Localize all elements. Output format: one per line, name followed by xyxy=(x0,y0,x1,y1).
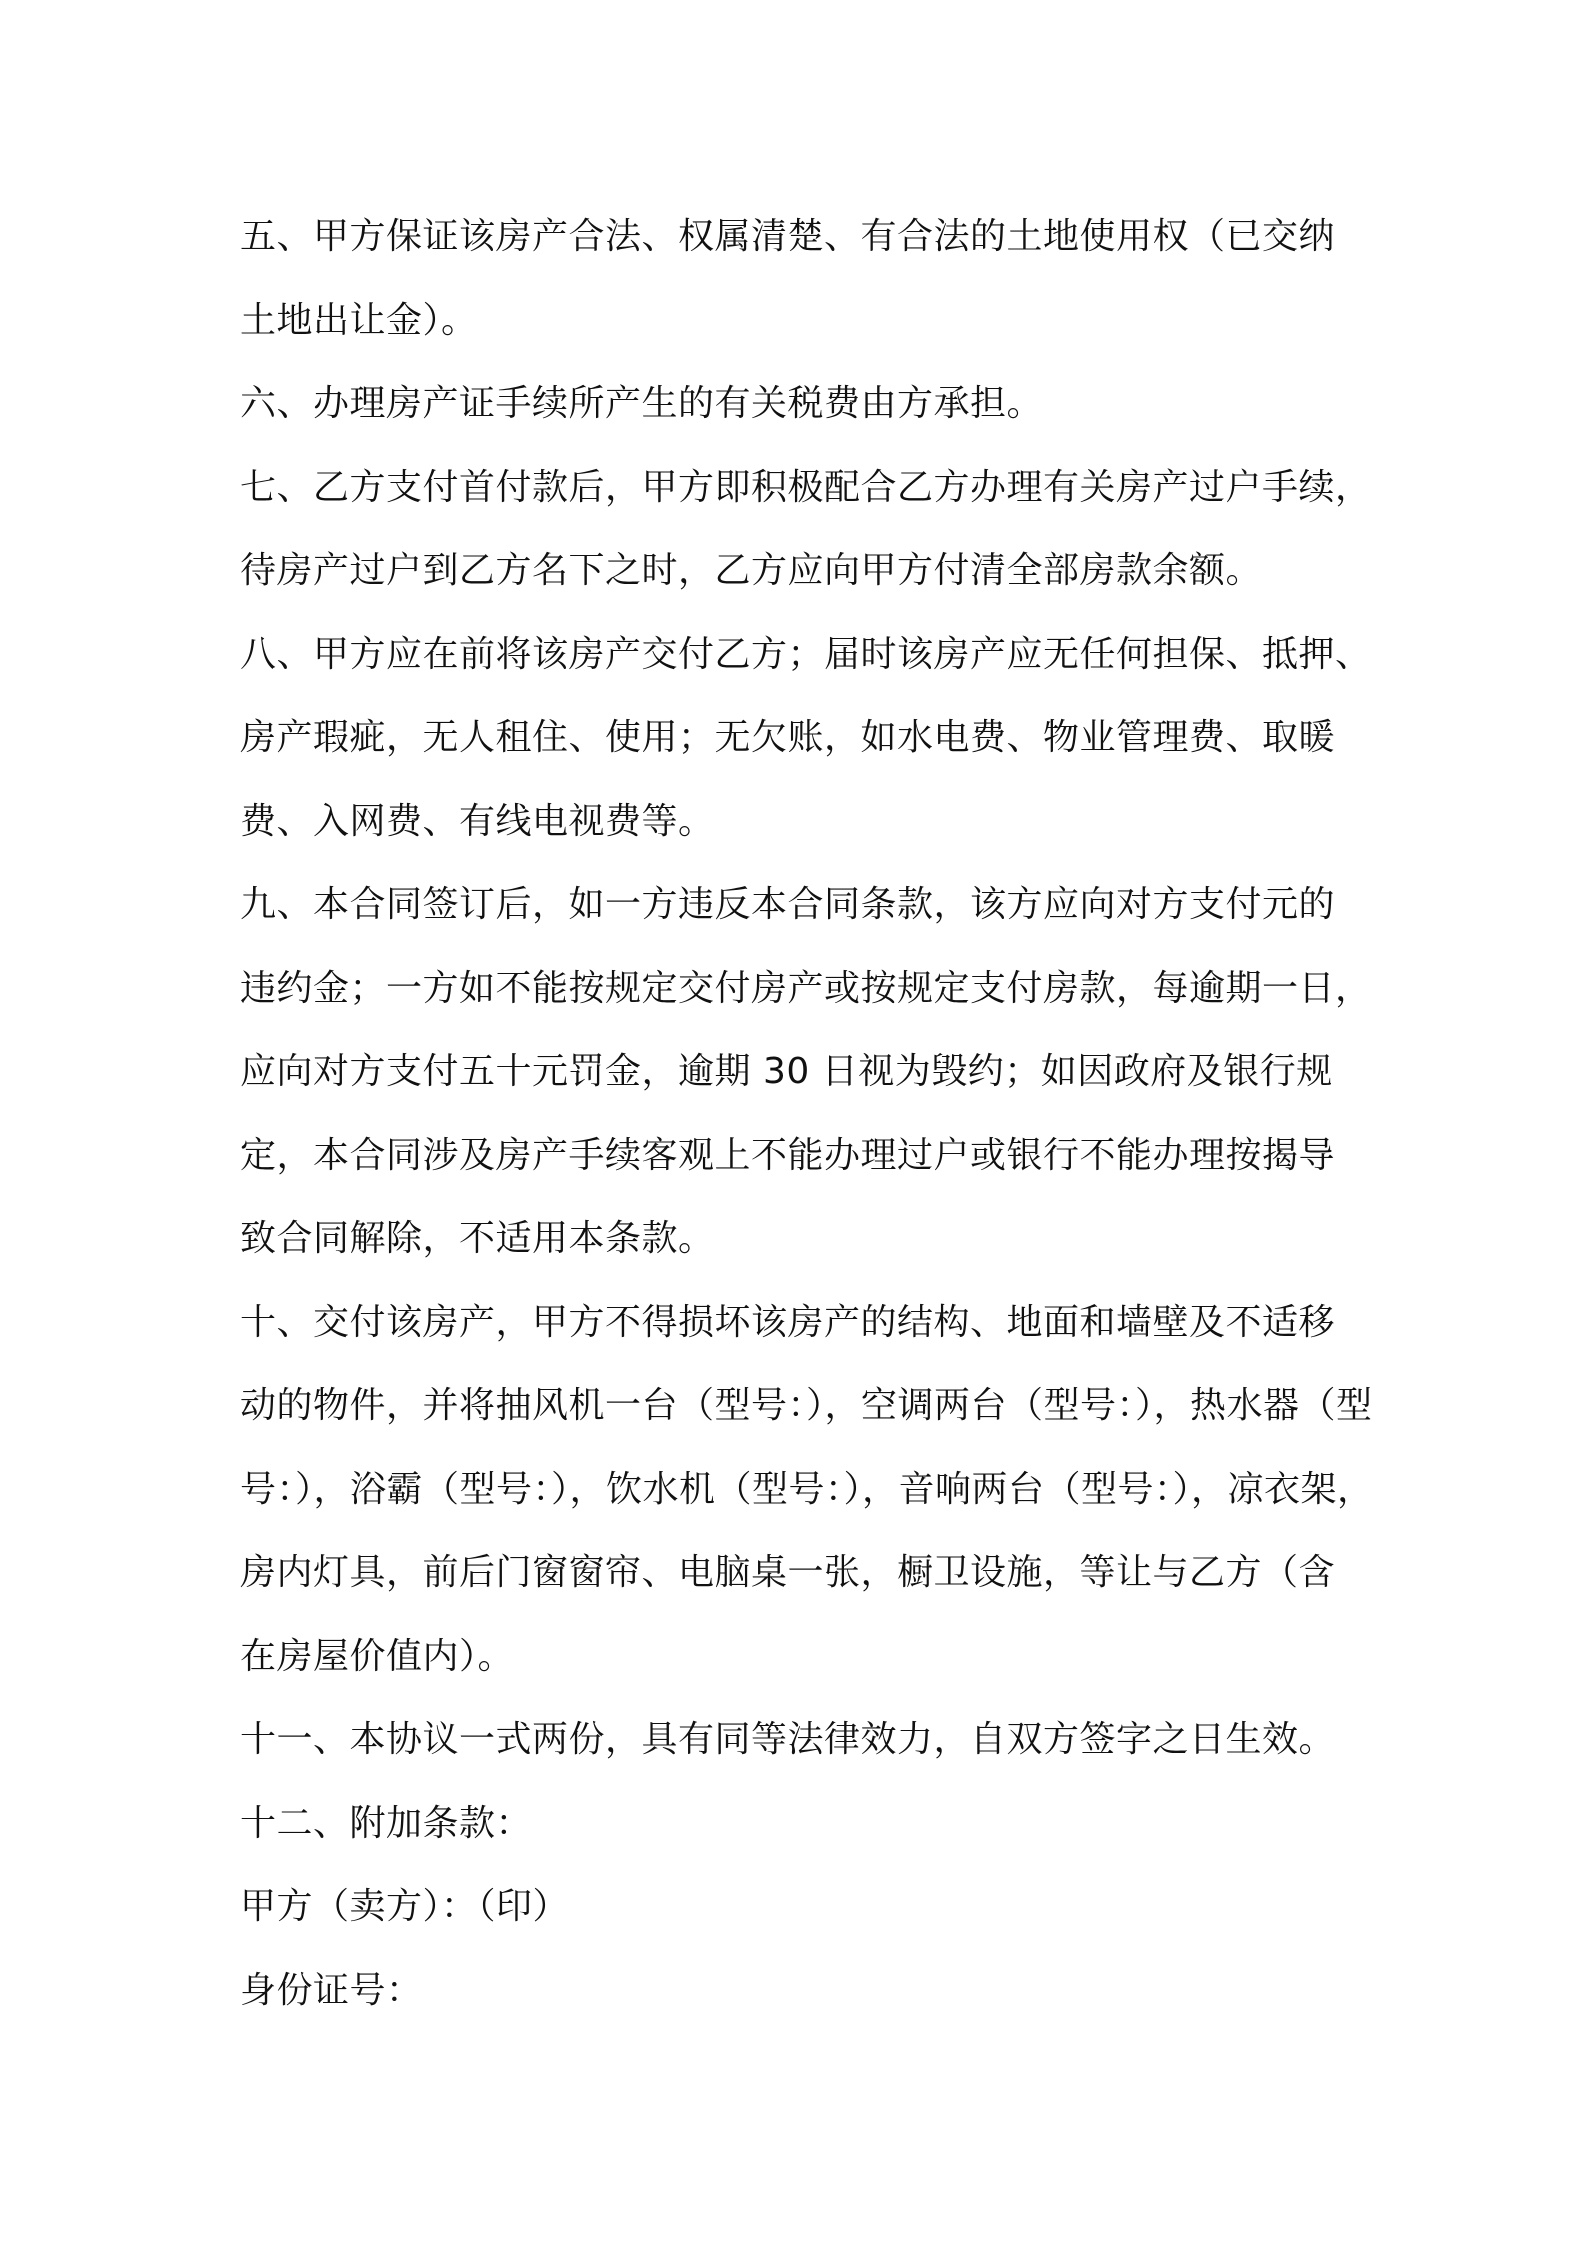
text-line: 十、交付该房产，甲方不得损坏该房产的结构、地面和墙壁及不适移 xyxy=(240,1301,1336,1343)
text-line: 致合同解除，不适用本条款。 xyxy=(240,1218,715,1259)
text-line: 房产瑕疵，无人租住、使用；无欠账，如水电费、物业管理费、取暖 xyxy=(240,717,1336,758)
clause-12-paragraph xyxy=(240,1782,1360,1866)
text-line: 五、甲方保证该房产合法、权属清楚、有合法的土地使用权（已交纳 xyxy=(240,216,1336,257)
text-line: 在房屋价值内）。 xyxy=(240,1635,515,1677)
text-line: 十一、本协议一式两份，具有同等法律效力，自双方签字之日生效。 xyxy=(240,1719,1336,1760)
text-line: 甲方（卖方）：（印） xyxy=(240,1886,570,1927)
text-line: 号：），浴霸（型号：），饮水机（型号：），音响两台（型号：），凉衣架， xyxy=(240,1468,1374,1510)
text-line: 房内灯具，前后门窗窗帘、电脑桌一张，橱卫设施，等让与乙方（含 xyxy=(240,1552,1336,1593)
text-line: 动的物件，并将抽风机一台（型号：），空调两台（型号：），热水器（型 xyxy=(240,1385,1373,1426)
text-line: 八、甲方应在前将该房产交付乙方；届时该房产应无任何担保、抵押、 xyxy=(240,633,1372,675)
clause-6-paragraph xyxy=(240,362,1360,446)
text-line: 身份证号： xyxy=(240,1969,423,2011)
text-line: 待房产过户到乙方名下之时，乙方应向甲方付清全部房款余额。 xyxy=(240,550,1263,591)
id-number-line xyxy=(240,1949,1360,2033)
clause-9-paragraph xyxy=(240,863,1372,1281)
text-line: 九、本合同签订后，如一方违反本合同条款，该方应向对方支付元的 xyxy=(240,884,1336,925)
clause-5-paragraph xyxy=(240,195,1360,362)
text-line: 土地出让金）。 xyxy=(240,299,478,341)
clause-7-paragraph xyxy=(240,446,1372,613)
clause-11-paragraph xyxy=(240,1698,1360,1782)
seller-signature-line xyxy=(240,1865,1360,1949)
text-line: 六、办理房产证手续所产生的有关税费由方承担。 xyxy=(240,383,1044,424)
text-line: 违约金；一方如不能按规定交付房产或按规定支付房款，每逾期一日， xyxy=(240,967,1372,1009)
text-line: 费、入网费、有线电视费等。 xyxy=(240,800,715,842)
clause-10-paragraph xyxy=(240,1281,1374,1699)
text-line: 应向对方支付五十元罚金，逾期 30 日视为毁约；如因政府及银行规 xyxy=(240,1051,1333,1092)
text-line: 定，本合同涉及房产手续客观上不能办理过户或银行不能办理按揭导 xyxy=(240,1134,1336,1176)
text-line: 十二、附加条款： xyxy=(240,1802,533,1844)
clause-8-paragraph xyxy=(240,613,1372,864)
document-body xyxy=(240,195,1374,2032)
text-line: 七、乙方支付首付款后，甲方即积极配合乙方办理有关房产过户手续， xyxy=(240,466,1372,508)
